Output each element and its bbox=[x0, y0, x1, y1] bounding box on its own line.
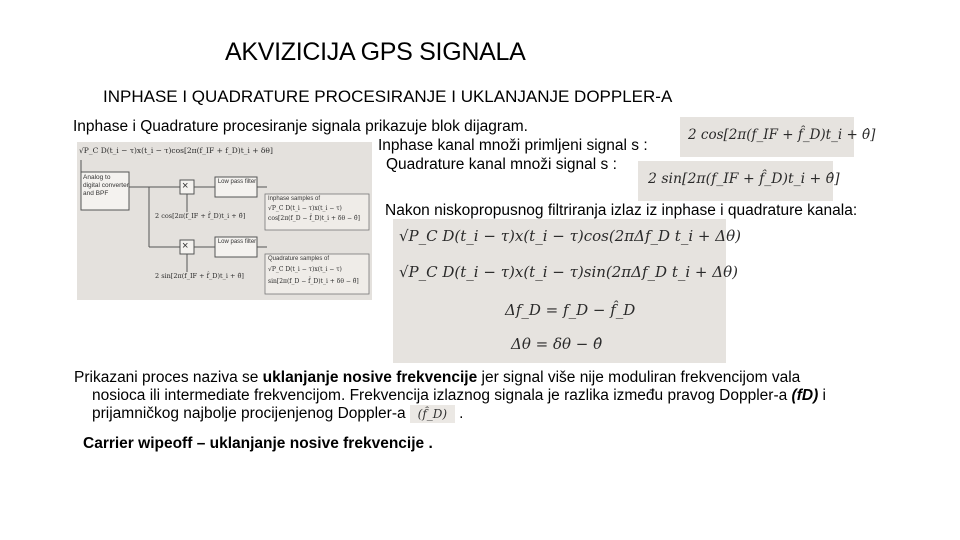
slide-title: AKVIZICIJA GPS SIGNALA bbox=[225, 38, 526, 66]
quadrature-line: Quadrature kanal množi signal s : bbox=[386, 156, 617, 173]
equation-delta-fd: Δf_D = f_D − f̂_D bbox=[505, 301, 636, 319]
mixer-symbol-2: × bbox=[182, 240, 189, 252]
adc-label: Analog to digital converter and BPF bbox=[83, 174, 129, 197]
equation-inphase-output: √P_C D(t_i − τ)x(t_i − τ)cos(2πΔf_D t_i + Δθ) bbox=[399, 227, 741, 245]
mixer-symbol-1: × bbox=[182, 180, 189, 192]
bold-term: uklanjanje nosive frekvencije bbox=[262, 369, 478, 386]
inphase-multiplier-equation: 2 cos[2π(f_IF + f̂_D)t_i + θ̂] bbox=[680, 117, 854, 157]
inphase-line: Inphase kanal množi primljeni signal s : bbox=[378, 137, 648, 154]
slide-subtitle: INPHASE I QUADRATURE PROCESIRANJE I UKLANJANJE DOPPLER-A bbox=[103, 87, 673, 106]
lpf2-label: Low pass filter bbox=[217, 239, 257, 245]
intro-line: Inphase i Quadrature procesiranje signala prikazuje blok dijagram. bbox=[73, 118, 528, 135]
carrier-wipeoff-line: Carrier wipeoff – uklanjanje nosive frekvencije . bbox=[83, 435, 433, 452]
quadrature-multiplier-equation: 2 sin[2π(f_IF + f̂_D)t_i + θ̂] bbox=[638, 161, 833, 201]
output-equations-image bbox=[393, 219, 741, 363]
cos-reference-label: 2 cos[2π(f_IF + f̂_D)t_i + θ̂] bbox=[155, 212, 246, 220]
explanation-paragraph: Prikazani proces naziva se uklanjanje nosive frekvencije jer signal više nije moduliran frekvencijom vala nosioca ili intermediate frekvencijom. Frekvencija izlaznog signala je razlika između pravog Doppler-a (fD) i prijamničkog najbolje procijenjenog Doppler-a (f̂_D) . bbox=[74, 369, 826, 422]
doppler-estimate-symbol: (f̂_D) bbox=[410, 405, 455, 423]
equation-delta-theta: Δθ = δθ − θ̂ bbox=[511, 335, 603, 353]
block-diagram-image: √P_C D(t_i − τ)x(t_i − τ)cos[2π(f_IF + f_D)t_i + δθ] Analog to digital converter and BPF × × Low pass filter Low pass filter 2 cos[2π(f_IF + f̂_D)t_i + θ̂] 2 sin[2π(f_IF + f̂_D)t_i + θ̂] Inphase samples of √P_C D(t_i − τ)x(t_i − τ) cos[2π(f_D − f̂_D)t_i + δθ − θ̂] Quadrature samples of √P_C D(t_i − τ)x(t_i − τ) sin[2π(f_D − f̂_D)t_i + δθ − θ̂] bbox=[77, 142, 372, 300]
diagram-input-label: √P_C D(t_i − τ)x(t_i − τ)cos[2π(f_IF + f_D)t_i + δθ] bbox=[79, 146, 273, 155]
sin-reference-label: 2 sin[2π(f_IF + f̂_D)t_i + θ̂] bbox=[155, 272, 244, 280]
quadrature-samples-title: Quadrature samples of bbox=[268, 256, 330, 262]
equation-quadrature-output: √P_C D(t_i − τ)x(t_i − τ)sin(2πΔf_D t_i + Δθ) bbox=[399, 263, 738, 281]
inphase-samples-title: Inphase samples of bbox=[268, 196, 321, 202]
lpf1-label: Low pass filter bbox=[217, 179, 257, 185]
after-filter-line: Nakon niskopropusnog filtriranja izlaz iz inphase i quadrature kanala: bbox=[385, 202, 858, 219]
